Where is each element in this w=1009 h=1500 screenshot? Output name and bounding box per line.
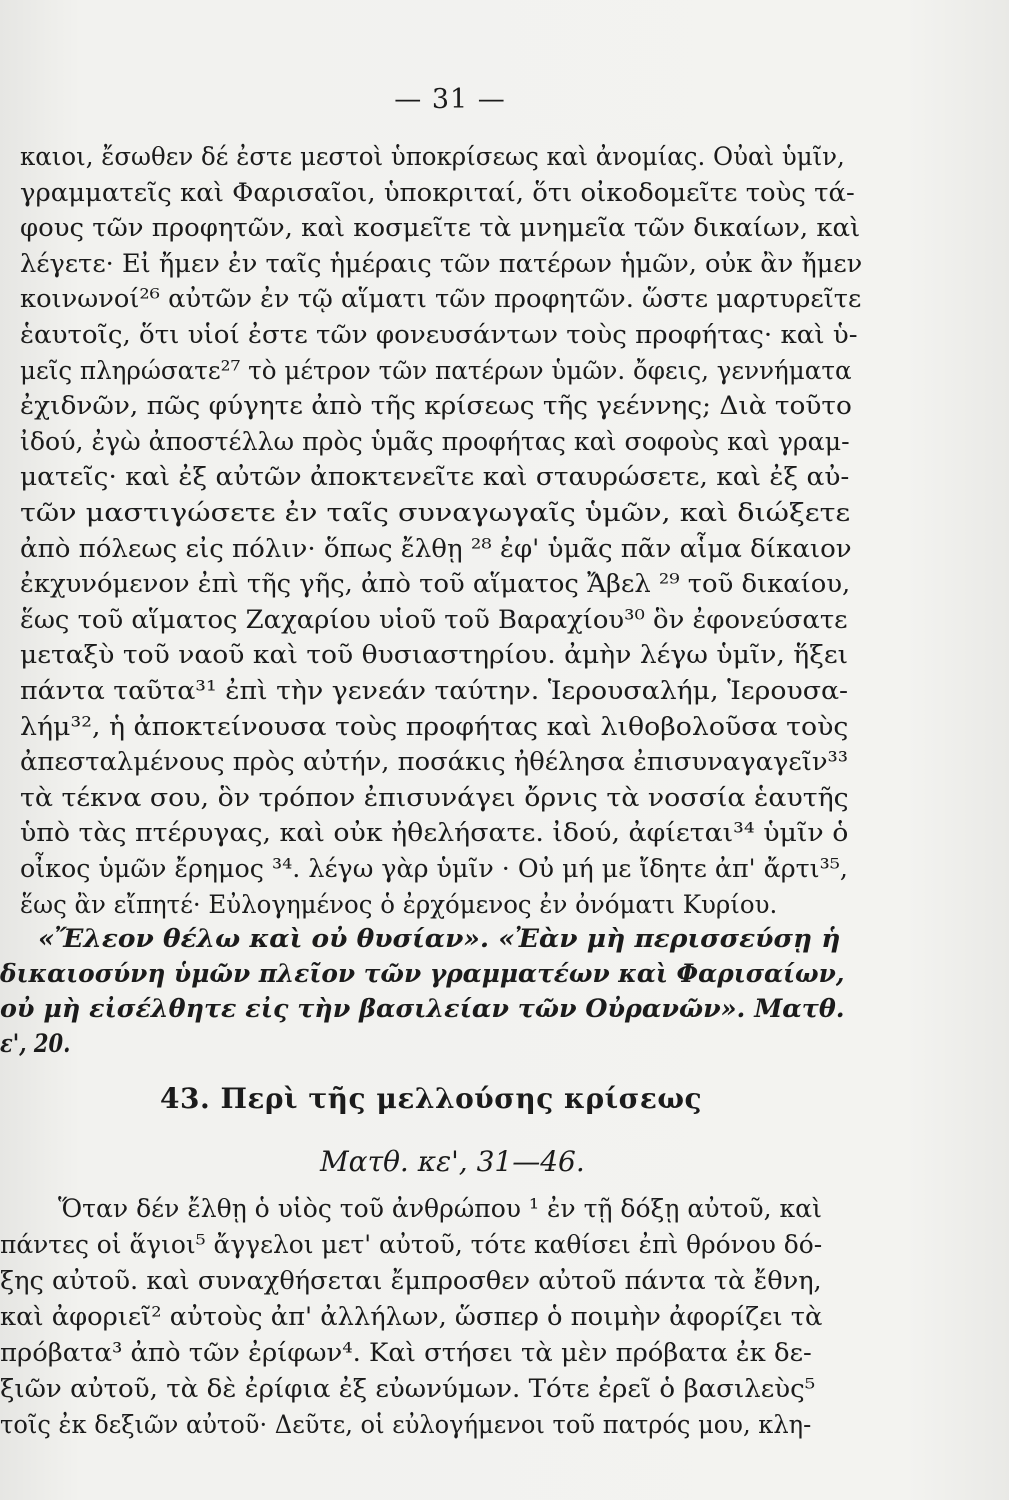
- text-line: κοινωνοί²⁶ αὐτῶν ἐν τῷ αἵματι τῶν προφητῶν. ὥστε μαρτυρεῖτε: [20, 284, 862, 315]
- page-number: — 31 —: [394, 84, 506, 115]
- text-line: πάντα ταῦτα³¹ ἐπὶ τὴν γενεάν ταύτην. Ἱερουσαλήμ, Ἱερουσα-: [20, 676, 849, 706]
- text-line: δικαιοσύνη ὑμῶν πλεῖον τῶν γραμματέων καὶ Φαρισαίων,: [0, 959, 845, 989]
- section-reference: Ματθ. κε', 31—46.: [320, 1145, 585, 1178]
- text-line: καιοι, ἔσωθεν δέ ἐστε μεστοὶ ὑποκρίσεως καὶ ἀνομίας. Οὐαὶ ὑμῖν,: [20, 142, 845, 172]
- text-line: ἐκχυνόμενον ἐπὶ τῆς γῆς, ἀπὸ τοῦ αἵματος Ἄβελ ²⁹ τοῦ δικαίου,: [20, 569, 851, 600]
- text-line: γραμματεῖς καὶ Φαρισαῖοι, ὑποκριταί, ὅτι οἰκοδομεῖτε τοὺς τά-: [20, 177, 855, 208]
- text-line: τὰ τέκνα σου, ὃν τρόπον ἐπισυνάγει ὄρνις τὰ νοσσία ἑαυτῆς: [20, 782, 849, 813]
- text-line: λήμ³², ἡ ἀποκτείνουσα τοὺς προφήτας καὶ λιθοβολοῦσα τοὺς: [20, 711, 849, 742]
- text-line: ἕως ἂν εἴπητέ· Εὐλογημένος ὁ ἐρχόμενος ἐν ὀνόματι Κυρίου.: [20, 889, 778, 920]
- text-line: πάντες οἱ ἅγιοι⁵ ἄγγελοι μετ' αὐτοῦ, τότε καθίσει ἐπὶ θρόνου δό-: [0, 1230, 823, 1260]
- text-line: ξης αὐτοῦ. καὶ συναχθήσεται ἔμπροσθεν αὐτοῦ πάντα τὰ ἔθνη,: [0, 1266, 822, 1296]
- text-line: ἰδού, ἐγὼ ἀποστέλλω πρὸς ὑμᾶς προφήτας καὶ σοφοὺς καὶ γραμ-: [20, 426, 850, 457]
- text-line: ε', 20.: [0, 1029, 71, 1059]
- text-line: λέγετε· Εἰ ἤμεν ἐν ταῖς ἡμέραις τῶν πατέρων ἡμῶν, οὐκ ἂν ἤμεν: [20, 248, 863, 279]
- text-line: τοῖς ἐκ δεξιῶν αὐτοῦ· Δεῦτε, οἱ εὐλογήμενοι τοῦ πατρός μου, κλη-: [0, 1410, 812, 1440]
- text-line: φους τῶν προφητῶν, καὶ κοσμεῖτε τὰ μνημεῖα τῶν δικαίων, καὶ: [20, 213, 861, 244]
- text-line: ἕως τοῦ αἵματος Ζαχαρίου υἱοῦ τοῦ Βαραχίου³⁰ ὃν ἐφονεύσατε: [20, 604, 848, 635]
- text-line: μεῖς πληρώσατε²⁷ τὸ μέτρον τῶν πατέρων ὑμῶν. ὄφεις, γεννήματα: [20, 355, 852, 386]
- text-line: ξιῶν αὐτοῦ, τὰ δὲ ἐρίφια ἐξ εὐωνύμων. Τότε ἐρεῖ ὁ βασιλεὺς⁵: [0, 1374, 816, 1404]
- text-line: ἑαυτοῖς, ὅτι υἱοί ἐστε τῶν φονευσάντων τοὺς προφήτας· καὶ ὑ-: [20, 320, 858, 350]
- text-line: ἐχιδνῶν, πῶς φύγητε ἀπὸ τῆς κρίσεως τῆς γεέννης; Διὰ τοῦτο: [20, 391, 852, 422]
- text-line: ἀπὸ πόλεως εἰς πόλιν· ὅπως ἔλθῃ ²⁸ ἐφ' ὑμᾶς πᾶν αἷμα δίκαιον: [20, 533, 852, 564]
- text-line: οἶκος ὑμῶν ἔρημος ³⁴. λέγω γὰρ ὑμῖν · Οὐ μή με ἴδητε ἀπ' ἄρτι³⁵,: [20, 854, 848, 884]
- text-line: πρόβατα³ ἀπὸ τῶν ἐρίφων⁴. Καὶ στήσει τὰ μὲν πρόβατα ἐκ δε-: [0, 1338, 812, 1368]
- text-line: μεταξὺ τοῦ ναοῦ καὶ τοῦ θυσιαστηρίου. ἀμὴν λέγω ὑμῖν, ἥξει: [20, 640, 849, 671]
- section-heading: 43. Περὶ τῆς μελλούσης κρίσεως: [160, 1082, 703, 1115]
- text-line: τῶν μαστιγώσετε ἐν ταῖς συναγωγαῖς ὑμῶν, καὶ διώξετε: [20, 498, 851, 528]
- text-line: καὶ ἀφοριεῖ² αὐτοὺς ἀπ' ἀλλήλων, ὥσπερ ὁ ποιμὴν ἀφορίζει τὰ: [0, 1302, 823, 1332]
- text-line: Ὅταν δέν ἔλθῃ ὁ υἱὸς τοῦ ἀνθρώπου ¹ ἐν τῇ δόξῃ αὐτοῦ, καὶ: [58, 1194, 822, 1224]
- text-line: «Ἔλεον θέλω καὶ οὐ θυσίαν». «Ἐὰν μὴ περισσεύσῃ ἡ: [38, 924, 841, 954]
- text-line: ὑπὸ τὰς πτέρυγας, καὶ οὐκ ἠθελήσατε. ἰδού, ἀφίεται³⁴ ὑμῖν ὁ: [20, 818, 849, 849]
- text-line: οὐ μὴ εἰσέλθητε εἰς τὴν βασιλείαν τῶν Οὐρανῶν». Ματθ.: [0, 994, 845, 1024]
- text-line: ματεῖς· καὶ ἐξ αὐτῶν ἀποκτενεῖτε καὶ σταυρώσετε, καὶ ἐξ αὐ-: [20, 462, 850, 493]
- text-line: ἀπεσταλμένους πρὸς αὐτήν, ποσάκις ἠθέλησα ἐπισυναγαγεῖν³³: [20, 747, 849, 778]
